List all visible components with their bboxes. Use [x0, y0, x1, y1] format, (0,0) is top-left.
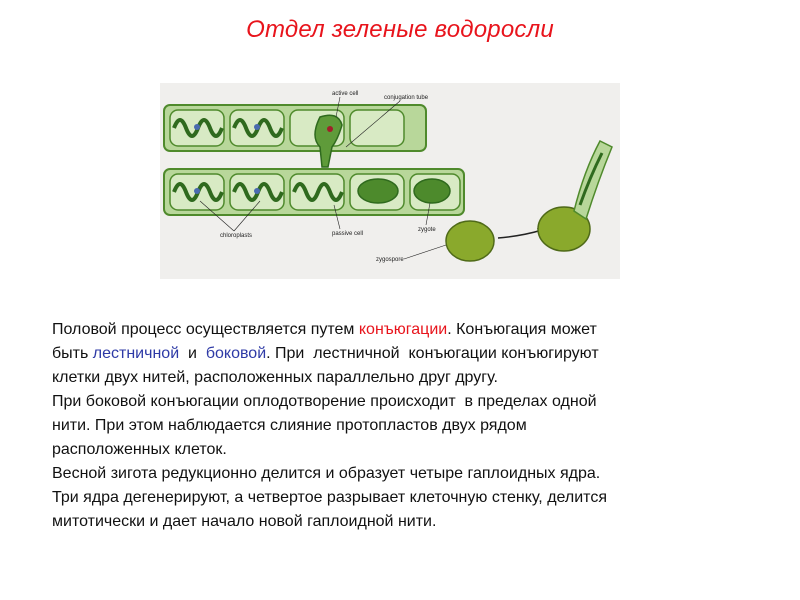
lower-filament — [164, 169, 464, 215]
label-passive-cell: passive cell — [332, 231, 364, 237]
text-line: При боковой конъюгации оплодотворение происходит в пределах одной — [52, 393, 597, 410]
text-line: быть лестничной и боковой. При лестничной конъюгации конъюгируют — [52, 345, 599, 362]
conjugation-diagram — [160, 83, 620, 279]
page-title: Отдел зеленые водоросли — [246, 16, 554, 43]
label-zygospore: zygospore — [376, 257, 404, 263]
label-chloroplasts: chloroplasts — [220, 233, 253, 239]
highlight-lateral: боковой — [205, 345, 267, 362]
text-line: митотически и дает начало новой гаплоидной нити. — [52, 513, 437, 530]
text-line: нити. При этом наблюдается слияние протопластов двух рядом — [52, 417, 527, 434]
highlight-ladder: лестничной — [92, 345, 180, 362]
zygospore-shape — [446, 221, 494, 261]
text-line: расположенных клеток. — [52, 441, 227, 458]
upper-filament — [164, 105, 426, 167]
highlight-conjugation: конъюгации — [358, 321, 448, 338]
label-active-cell: active cell — [332, 91, 359, 97]
label-zygote: zygote — [418, 227, 436, 233]
text-line: Весной зигота редукционно делится и образует четыре гаплоидных ядра. — [52, 465, 601, 482]
text-line: Три ядра дегенерируют, а четвертое разрывает клеточную стенку, делится — [52, 489, 607, 506]
text-line: Половой процесс осуществляется путем конъюгации. Конъюгация может — [52, 321, 597, 338]
germinating-zygospore — [538, 141, 612, 251]
text-line: клетки двух нитей, расположенных параллельно друг другу. — [52, 369, 498, 386]
label-conjugation-tube: conjugation tube — [384, 95, 429, 101]
body-text — [52, 318, 772, 534]
